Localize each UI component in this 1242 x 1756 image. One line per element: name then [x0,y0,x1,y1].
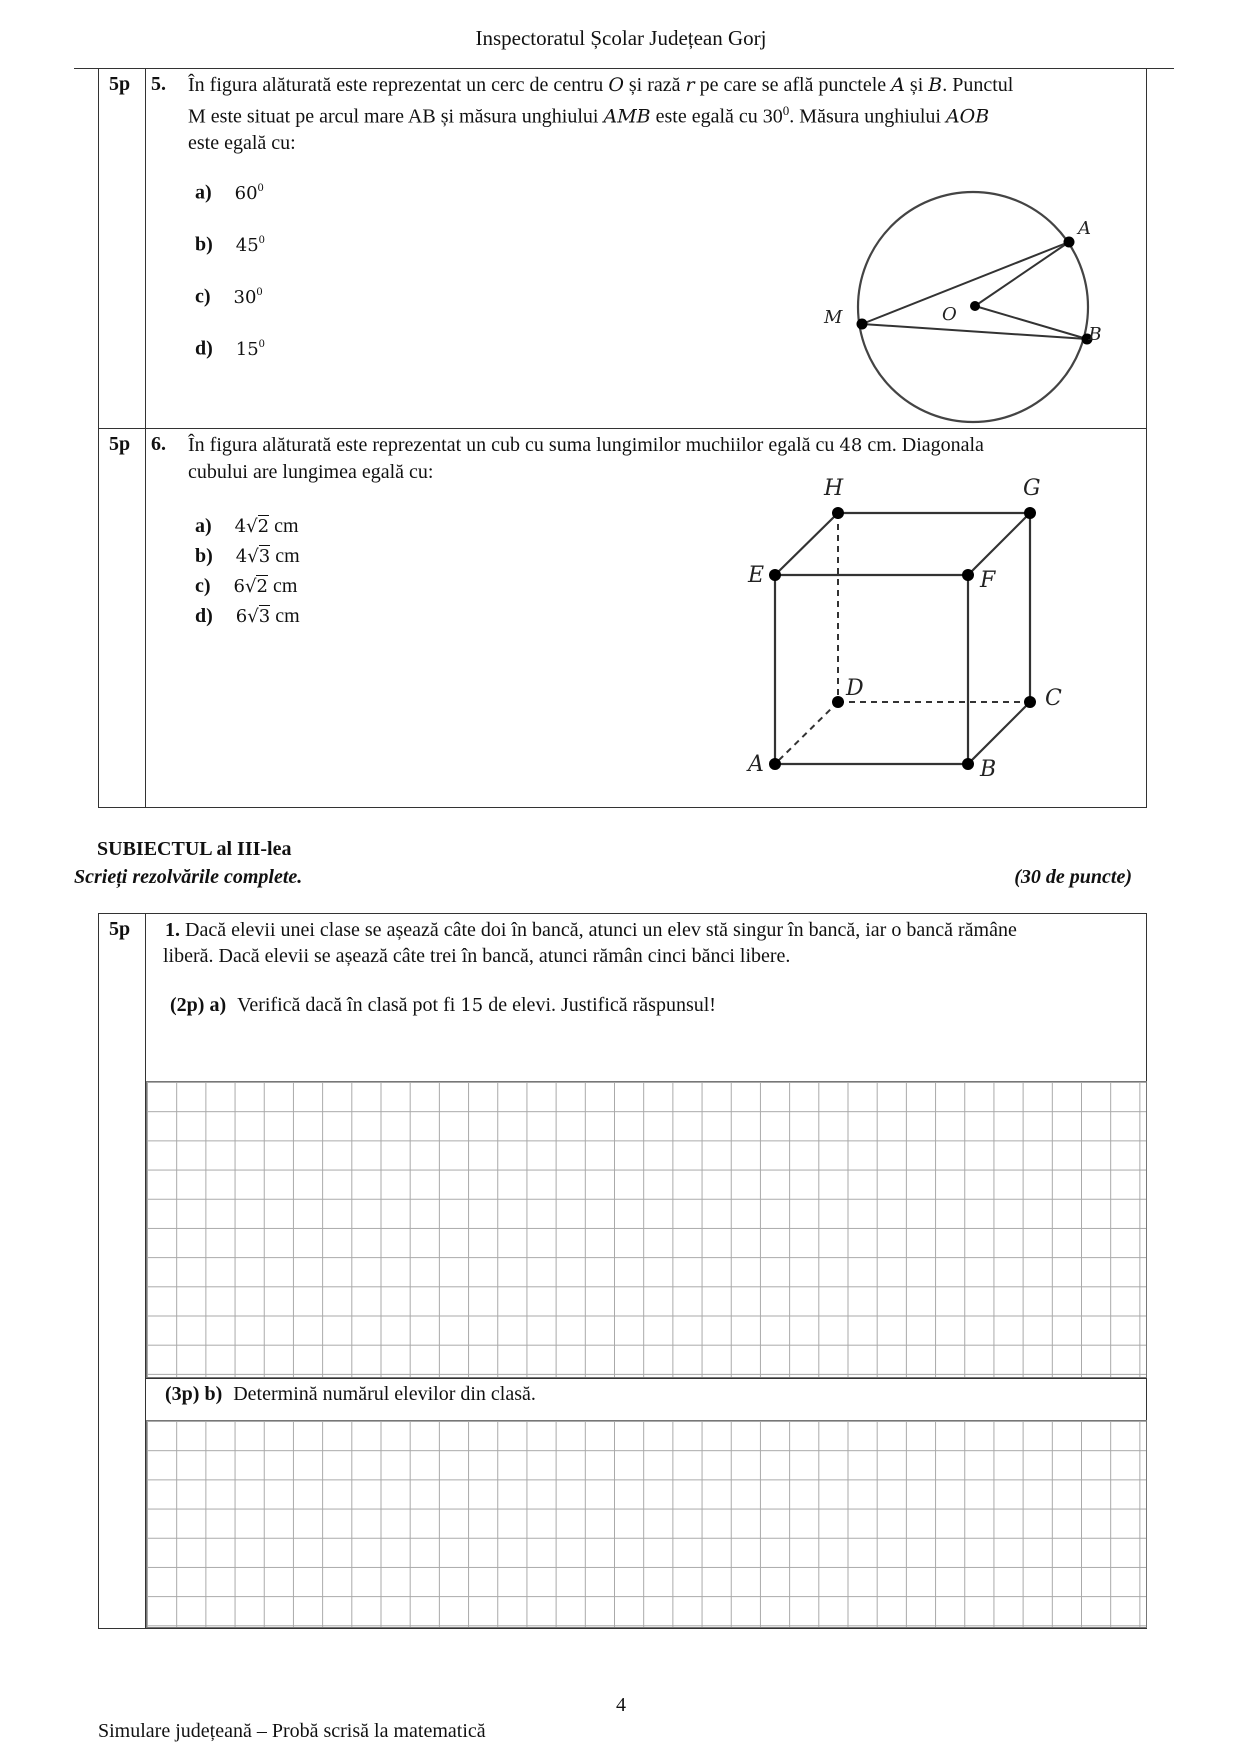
problem-text: 1. Dacă elevii unei clase se așează câte doi în bancă, atunci un elev stă singur în bancă, iar o bancă rămâne liberă. Dacă elevii se așează câte trei în bancă, atunci rămân cinci bănci libere. [163,919,1017,967]
row-divider [98,428,1147,429]
label-c: C [1045,686,1062,711]
point-o [970,301,980,311]
table-top-border [98,913,1147,914]
label-d: D [846,676,864,701]
edge-da [775,702,838,764]
vertex-e [769,569,781,581]
table-left-border [98,68,99,808]
option-d[interactable]: d) 6√3 cm [195,605,300,627]
circle-figure [800,190,1100,425]
section-instruction: Scrieți rezolvările complete. [74,866,303,888]
edge-bc [968,702,1030,764]
question-text: În figura alăturată este reprezentat un cub cu suma lungimilor muchiilor egală cu 48 cm. Diagonala cubului are lungimea egală cu: [188,434,984,483]
section-title: SUBIECTUL al III-lea [97,838,292,860]
points-badge: 5p [109,73,131,95]
option-c[interactable]: c) $30^0$ [195,284,263,308]
answer-grid-a[interactable] [146,1081,1147,1378]
option-b[interactable]: b) $45^0$ [195,232,265,256]
table-right-border [1146,68,1147,808]
segment-ma [862,242,1069,324]
point-m [857,319,868,330]
question-number: 5. [151,73,166,95]
sqrt-icon: √ [245,576,257,597]
segment-mb [862,324,1087,339]
table-left-border [98,913,99,1629]
option-d[interactable]: d) $15^0$ [195,336,265,360]
edge-eh [775,513,838,575]
option-b[interactable]: b) 4√3 cm [195,545,300,567]
label-b: B [980,757,997,782]
vertex-a [769,758,781,770]
vertex-g [1024,507,1036,519]
vertex-c [1024,696,1036,708]
question-text: În figura alăturată este reprezentat un cerc de centru O și rază r pe care se află punctele A și B. Punctul M este situat pe arcul mare AB și măsura unghiului AMB este egală cu $30^0$. Măsura unghiului AOB este egală cu: [188,74,1014,154]
label-o: O [942,304,957,325]
table-bottom-border [98,1628,1147,1629]
table-bottom-border [98,807,1147,808]
part-b-prompt: (3p) b) Determină numărul elevilor din clasă. [165,1383,536,1405]
option-a[interactable]: a) $60^0$ [195,180,264,204]
label-f: F [980,568,996,593]
table-points-divider [145,68,146,808]
header-rule [74,68,1174,69]
segment-ob [975,306,1087,339]
footer-text: Simulare județeană – Probă scrisă la matematică [98,1720,486,1742]
points-badge: 5p [109,433,131,455]
label-e: E [748,563,765,588]
part-b-top-rule [146,1378,1147,1379]
section-points: (30 de puncte) [1014,866,1132,888]
points-badge: 5p [109,918,131,940]
question-number: 6. [151,433,166,455]
page-header: Inspectoratul Școlar Județean Gorj [475,26,767,50]
edge-fg [968,513,1030,575]
label-a: A [748,752,764,777]
sqrt-icon: √ [247,606,259,627]
part-a-prompt: (2p) a) Verifică dacă în clasă pot fi 15 de elevi. Justifică răspunsul! [170,994,716,1016]
label-b: B [1088,324,1102,345]
sqrt-icon: √ [246,516,258,537]
vertex-h [832,507,844,519]
vertex-f [962,569,974,581]
option-a[interactable]: a) 4√2 cm [195,515,299,537]
sqrt-icon: √ [247,546,259,567]
point-a [1064,237,1075,248]
vertex-b [962,758,974,770]
page-number: 4 [616,1694,626,1716]
label-g: G [1023,476,1041,501]
label-h: H [824,476,844,501]
option-c[interactable]: c) 6√2 cm [195,575,298,597]
label-a: A [1078,218,1091,239]
answer-grid-b[interactable] [146,1420,1147,1628]
label-m: M [824,307,843,328]
vertex-d [832,696,844,708]
cube-figure [740,475,1080,795]
